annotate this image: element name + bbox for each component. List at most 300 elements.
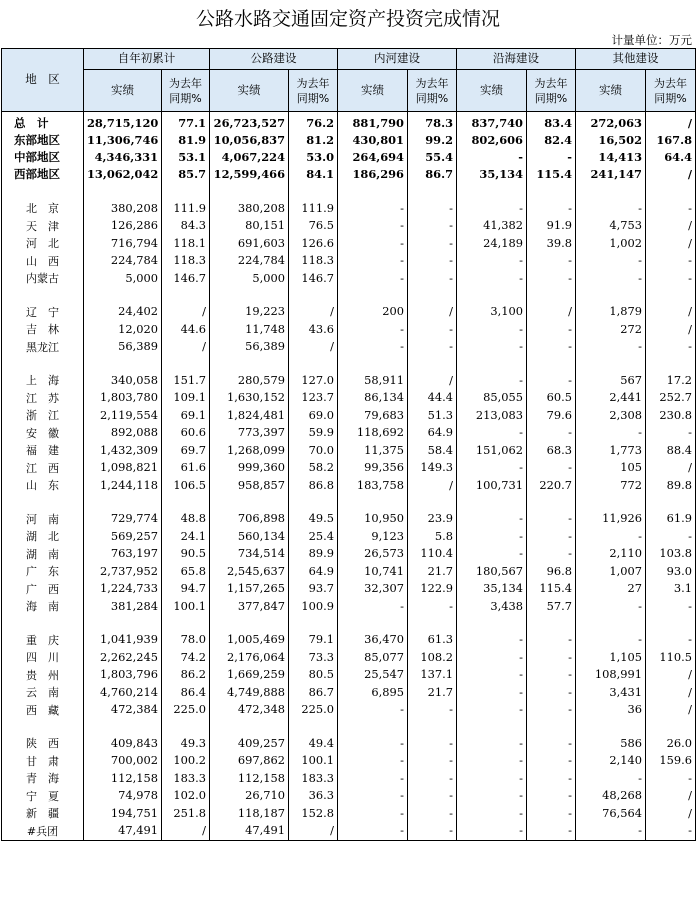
value-pct: 84.3 <box>162 217 210 235</box>
value-pct: 86.4 <box>162 684 210 702</box>
value-actual: 1,105 <box>576 649 646 667</box>
value-actual: 4,346,331 <box>84 149 162 166</box>
region-name: 广 西 <box>2 580 84 598</box>
value-pct: - <box>408 217 457 235</box>
value-pct: 82.4 <box>527 132 576 149</box>
table-row <box>2 666 696 684</box>
value-actual: 32,307 <box>338 580 408 598</box>
header-actual: 实绩 <box>457 70 527 112</box>
value-actual: 280,579 <box>210 372 289 390</box>
value-actual: - <box>338 805 408 823</box>
value-pct: 61.3 <box>408 631 457 649</box>
value-actual: 12,599,466 <box>210 167 289 184</box>
value-actual: 112,158 <box>210 770 289 788</box>
value-actual: 10,741 <box>338 563 408 581</box>
region-name: 天 津 <box>2 217 84 235</box>
table-row <box>2 424 696 442</box>
value-pct: 69.7 <box>162 442 210 460</box>
value-actual: - <box>457 649 527 667</box>
value-actual: 12,020 <box>84 321 162 339</box>
value-actual: 5,000 <box>210 270 289 288</box>
value-actual: 1,803,780 <box>84 389 162 407</box>
unit-label: 计量单位：万元 <box>611 33 692 47</box>
value-actual: 697,862 <box>210 752 289 770</box>
value-actual: 472,384 <box>84 701 162 719</box>
value-actual: 1,268,099 <box>210 442 289 460</box>
region-name: 河 南 <box>2 510 84 528</box>
header-group-highway: 公路建设 <box>210 49 338 70</box>
value-pct: - <box>527 149 576 166</box>
value-pct: / <box>646 217 696 235</box>
value-pct: / <box>162 303 210 321</box>
value-actual: 2,737,952 <box>84 563 162 581</box>
region-name: 黑龙江 <box>2 338 84 356</box>
header-actual: 实绩 <box>338 70 408 112</box>
value-pct: 58.2 <box>289 459 338 477</box>
value-actual: - <box>338 822 408 840</box>
region-name: 重 庆 <box>2 631 84 649</box>
value-pct: - <box>408 735 457 753</box>
region-name: 河 北 <box>2 235 84 253</box>
investment-table <box>1 48 696 841</box>
value-actual: 409,843 <box>84 735 162 753</box>
value-actual: - <box>338 235 408 253</box>
value-pct: 103.8 <box>646 545 696 563</box>
value-pct: 86.7 <box>289 684 338 702</box>
value-pct: 252.7 <box>646 389 696 407</box>
table-row <box>2 217 696 235</box>
value-pct: - <box>646 252 696 270</box>
value-actual: - <box>457 372 527 390</box>
value-pct: 126.6 <box>289 235 338 253</box>
value-pct: - <box>646 770 696 788</box>
region-name: 云 南 <box>2 684 84 702</box>
value-actual: 1,669,259 <box>210 666 289 684</box>
header-group-coastal: 沿海建设 <box>457 49 576 70</box>
header-pct: 为去年同期% <box>162 70 210 112</box>
value-pct: 90.5 <box>162 545 210 563</box>
table-row <box>2 303 696 321</box>
table-row <box>2 477 696 495</box>
value-pct: 127.0 <box>289 372 338 390</box>
table-row <box>2 270 696 288</box>
table-row <box>2 770 696 788</box>
value-pct: 17.2 <box>646 372 696 390</box>
value-pct: 115.4 <box>527 167 576 184</box>
value-pct: 59.9 <box>289 424 338 442</box>
value-pct: 64.9 <box>289 563 338 581</box>
value-pct: 94.7 <box>162 580 210 598</box>
value-actual: 4,753 <box>576 217 646 235</box>
value-actual: 36 <box>576 701 646 719</box>
total-row <box>2 149 696 166</box>
value-actual: 1,002 <box>576 235 646 253</box>
value-pct: 89.8 <box>646 477 696 495</box>
value-actual: 100,731 <box>457 477 527 495</box>
value-pct: - <box>527 701 576 719</box>
value-actual: 2,262,245 <box>84 649 162 667</box>
region-name: 贵 州 <box>2 666 84 684</box>
value-pct: / <box>646 805 696 823</box>
region-name: 湖 北 <box>2 528 84 546</box>
value-actual: - <box>457 666 527 684</box>
value-actual: 10,950 <box>338 510 408 528</box>
value-pct: 225.0 <box>162 701 210 719</box>
spacer-row <box>2 287 696 303</box>
value-actual: 2,441 <box>576 389 646 407</box>
value-pct: 110.5 <box>646 649 696 667</box>
value-pct: / <box>646 112 696 133</box>
value-actual: 5,000 <box>84 270 162 288</box>
table-row <box>2 580 696 598</box>
value-pct: 53.0 <box>289 149 338 166</box>
value-pct: 21.7 <box>408 684 457 702</box>
value-pct: - <box>527 528 576 546</box>
value-pct: 100.2 <box>162 752 210 770</box>
value-pct: / <box>646 666 696 684</box>
value-pct: 5.8 <box>408 528 457 546</box>
value-actual: 734,514 <box>210 545 289 563</box>
value-pct: 76.2 <box>289 112 338 133</box>
value-pct: 93.0 <box>646 563 696 581</box>
region-name: 山 东 <box>2 477 84 495</box>
value-actual: 716,794 <box>84 235 162 253</box>
value-pct: 115.4 <box>527 580 576 598</box>
region-name: 浙 江 <box>2 407 84 425</box>
value-actual: 14,413 <box>576 149 646 166</box>
header-actual: 实绩 <box>576 70 646 112</box>
value-pct: - <box>527 805 576 823</box>
value-pct: - <box>527 510 576 528</box>
value-pct: 51.3 <box>408 407 457 425</box>
value-actual: 99,356 <box>338 459 408 477</box>
value-actual: 881,790 <box>338 112 408 133</box>
value-actual: 1,879 <box>576 303 646 321</box>
value-actual: 35,134 <box>457 580 527 598</box>
value-actual: - <box>338 252 408 270</box>
value-actual: 27 <box>576 580 646 598</box>
total-row <box>2 132 696 149</box>
value-actual: 11,375 <box>338 442 408 460</box>
value-pct: 149.3 <box>408 459 457 477</box>
value-actual: - <box>576 424 646 442</box>
value-pct: - <box>527 338 576 356</box>
spacer-row <box>2 356 696 372</box>
value-pct: - <box>527 270 576 288</box>
value-pct: 39.8 <box>527 235 576 253</box>
value-actual: - <box>338 752 408 770</box>
value-pct: - <box>527 752 576 770</box>
table-row <box>2 321 696 339</box>
value-actual: - <box>338 217 408 235</box>
header-pct: 为去年同期% <box>289 70 338 112</box>
value-actual: - <box>457 735 527 753</box>
value-actual: 10,056,837 <box>210 132 289 149</box>
value-actual: 586 <box>576 735 646 753</box>
value-pct: 77.1 <box>162 112 210 133</box>
value-actual: 772 <box>576 477 646 495</box>
value-pct: 65.8 <box>162 563 210 581</box>
value-actual: 380,208 <box>210 200 289 218</box>
value-pct: 99.2 <box>408 132 457 149</box>
value-pct: 183.3 <box>289 770 338 788</box>
value-pct: / <box>646 787 696 805</box>
value-actual: 409,257 <box>210 735 289 753</box>
value-pct: 74.2 <box>162 649 210 667</box>
value-actual: 9,123 <box>338 528 408 546</box>
value-pct: 64.4 <box>646 149 696 166</box>
value-actual: 26,710 <box>210 787 289 805</box>
value-actual: - <box>576 338 646 356</box>
value-actual: 472,348 <box>210 701 289 719</box>
value-actual: - <box>576 598 646 616</box>
value-actual: 381,284 <box>84 598 162 616</box>
value-pct: / <box>646 701 696 719</box>
value-pct: 78.0 <box>162 631 210 649</box>
value-actual: 3,431 <box>576 684 646 702</box>
value-actual: 118,187 <box>210 805 289 823</box>
total-row <box>2 167 696 184</box>
region-name: 湖 南 <box>2 545 84 563</box>
value-actual: 25,547 <box>338 666 408 684</box>
value-actual: 36,470 <box>338 631 408 649</box>
value-pct: - <box>527 545 576 563</box>
value-pct: 48.8 <box>162 510 210 528</box>
value-actual: 837,740 <box>457 112 527 133</box>
value-actual: 272,063 <box>576 112 646 133</box>
value-actual: 86,134 <box>338 389 408 407</box>
value-pct: - <box>408 270 457 288</box>
value-actual: - <box>338 200 408 218</box>
value-actual: 26,723,527 <box>210 112 289 133</box>
value-actual: 194,751 <box>84 805 162 823</box>
value-pct: 111.9 <box>289 200 338 218</box>
value-actual: 74,978 <box>84 787 162 805</box>
value-actual: - <box>457 631 527 649</box>
value-pct: - <box>408 252 457 270</box>
value-pct: 91.9 <box>527 217 576 235</box>
value-pct: 21.7 <box>408 563 457 581</box>
region-name: 广 东 <box>2 563 84 581</box>
value-pct: - <box>408 321 457 339</box>
value-actual: - <box>457 701 527 719</box>
value-pct: 251.8 <box>162 805 210 823</box>
value-pct: 61.9 <box>646 510 696 528</box>
value-pct: / <box>646 321 696 339</box>
page-title: 公路水路交通固定资产投资完成情况 <box>195 8 500 30</box>
value-actual: 11,926 <box>576 510 646 528</box>
value-pct: - <box>408 235 457 253</box>
value-pct: - <box>646 822 696 840</box>
value-pct: 85.7 <box>162 167 210 184</box>
value-pct: - <box>527 822 576 840</box>
value-pct: - <box>408 805 457 823</box>
value-actual: - <box>338 338 408 356</box>
region-name: 西部地区 <box>2 167 84 184</box>
value-pct: / <box>646 684 696 702</box>
value-pct: 25.4 <box>289 528 338 546</box>
value-pct: 73.3 <box>289 649 338 667</box>
value-actual: 183,758 <box>338 477 408 495</box>
value-pct: - <box>527 372 576 390</box>
value-pct: 76.5 <box>289 217 338 235</box>
value-actual: - <box>576 631 646 649</box>
value-actual: 180,567 <box>457 563 527 581</box>
table-row <box>2 684 696 702</box>
value-pct: 118.3 <box>162 252 210 270</box>
value-actual: 272 <box>576 321 646 339</box>
value-actual: - <box>457 528 527 546</box>
value-pct: 86.7 <box>408 167 457 184</box>
value-pct: 53.1 <box>162 149 210 166</box>
value-actual: 16,502 <box>576 132 646 149</box>
region-name: 海 南 <box>2 598 84 616</box>
value-actual: - <box>457 321 527 339</box>
value-actual: 58,911 <box>338 372 408 390</box>
value-pct: 49.4 <box>289 735 338 753</box>
table-row <box>2 372 696 390</box>
value-actual: - <box>457 200 527 218</box>
value-actual: - <box>576 270 646 288</box>
value-actual: 2,110 <box>576 545 646 563</box>
region-name: 江 苏 <box>2 389 84 407</box>
value-actual: 4,067,224 <box>210 149 289 166</box>
value-pct: - <box>527 424 576 442</box>
region-name: 甘 肃 <box>2 752 84 770</box>
value-pct: - <box>646 598 696 616</box>
value-pct: / <box>289 303 338 321</box>
value-actual: 1,824,481 <box>210 407 289 425</box>
value-pct: - <box>527 735 576 753</box>
value-actual: 80,151 <box>210 217 289 235</box>
value-actual: 1,007 <box>576 563 646 581</box>
value-actual: 691,603 <box>210 235 289 253</box>
value-pct: 100.1 <box>162 598 210 616</box>
value-actual: 1,773 <box>576 442 646 460</box>
value-pct: 80.5 <box>289 666 338 684</box>
value-actual: 4,760,214 <box>84 684 162 702</box>
value-actual: - <box>576 822 646 840</box>
value-actual: 763,197 <box>84 545 162 563</box>
region-name: 四 川 <box>2 649 84 667</box>
region-name: 西 藏 <box>2 701 84 719</box>
value-actual: 24,189 <box>457 235 527 253</box>
table-row <box>2 563 696 581</box>
table-row <box>2 631 696 649</box>
value-pct: 100.1 <box>289 752 338 770</box>
spacer-row <box>2 719 696 735</box>
region-name: 总 计 <box>2 112 84 133</box>
value-actual: - <box>457 752 527 770</box>
value-pct: / <box>527 303 576 321</box>
value-actual: 802,606 <box>457 132 527 149</box>
value-pct: 152.8 <box>289 805 338 823</box>
value-pct: 60.6 <box>162 424 210 442</box>
value-pct: / <box>289 338 338 356</box>
value-actual: - <box>338 701 408 719</box>
value-pct: 61.6 <box>162 459 210 477</box>
value-actual: 3,100 <box>457 303 527 321</box>
value-actual: 11,748 <box>210 321 289 339</box>
value-actual: - <box>576 252 646 270</box>
table-row <box>2 338 696 356</box>
value-pct: - <box>527 666 576 684</box>
value-pct: 159.6 <box>646 752 696 770</box>
value-pct: 118.1 <box>162 235 210 253</box>
value-actual: - <box>576 770 646 788</box>
value-actual: 700,002 <box>84 752 162 770</box>
value-pct: - <box>408 598 457 616</box>
value-actual: 2,176,064 <box>210 649 289 667</box>
value-actual: 26,573 <box>338 545 408 563</box>
value-actual: - <box>457 822 527 840</box>
table-row <box>2 822 696 840</box>
header-group-other: 其他建设 <box>576 49 696 70</box>
value-pct: / <box>646 459 696 477</box>
value-pct: - <box>408 752 457 770</box>
region-name: 东部地区 <box>2 132 84 149</box>
table-row <box>2 252 696 270</box>
value-actual: 380,208 <box>84 200 162 218</box>
value-pct: 220.7 <box>527 477 576 495</box>
table-row <box>2 407 696 425</box>
value-actual: 35,134 <box>457 167 527 184</box>
value-actual: 24,402 <box>84 303 162 321</box>
table-row <box>2 545 696 563</box>
value-pct: 146.7 <box>289 270 338 288</box>
value-actual: 118,692 <box>338 424 408 442</box>
value-pct: 100.9 <box>289 598 338 616</box>
value-pct: - <box>527 631 576 649</box>
header-pct: 为去年同期% <box>408 70 457 112</box>
value-pct: - <box>527 200 576 218</box>
value-pct: - <box>527 684 576 702</box>
value-actual: 569,257 <box>84 528 162 546</box>
region-name: 中部地区 <box>2 149 84 166</box>
value-pct: - <box>408 200 457 218</box>
header-region: 地 区 <box>2 49 84 112</box>
spacer-row <box>2 184 696 200</box>
value-actual: - <box>457 510 527 528</box>
value-actual: 41,382 <box>457 217 527 235</box>
value-pct: 24.1 <box>162 528 210 546</box>
value-pct: 64.9 <box>408 424 457 442</box>
value-actual: 85,055 <box>457 389 527 407</box>
region-name: 青 海 <box>2 770 84 788</box>
value-actual: - <box>457 459 527 477</box>
value-actual: 56,389 <box>84 338 162 356</box>
value-pct: - <box>646 424 696 442</box>
header-pct: 为去年同期% <box>646 70 696 112</box>
table-row <box>2 459 696 477</box>
value-actual: 85,077 <box>338 649 408 667</box>
value-actual: 19,223 <box>210 303 289 321</box>
value-actual: 999,360 <box>210 459 289 477</box>
value-actual: 1,803,796 <box>84 666 162 684</box>
value-pct: 88.4 <box>646 442 696 460</box>
value-actual: 200 <box>338 303 408 321</box>
value-pct: - <box>408 701 457 719</box>
table-row <box>2 752 696 770</box>
header-pct: 为去年同期% <box>527 70 576 112</box>
value-actual: 1,041,939 <box>84 631 162 649</box>
value-actual: 729,774 <box>84 510 162 528</box>
value-pct: 49.5 <box>289 510 338 528</box>
value-actual: 1,630,152 <box>210 389 289 407</box>
header-actual: 实绩 <box>210 70 289 112</box>
value-pct: - <box>527 649 576 667</box>
value-pct: 151.7 <box>162 372 210 390</box>
